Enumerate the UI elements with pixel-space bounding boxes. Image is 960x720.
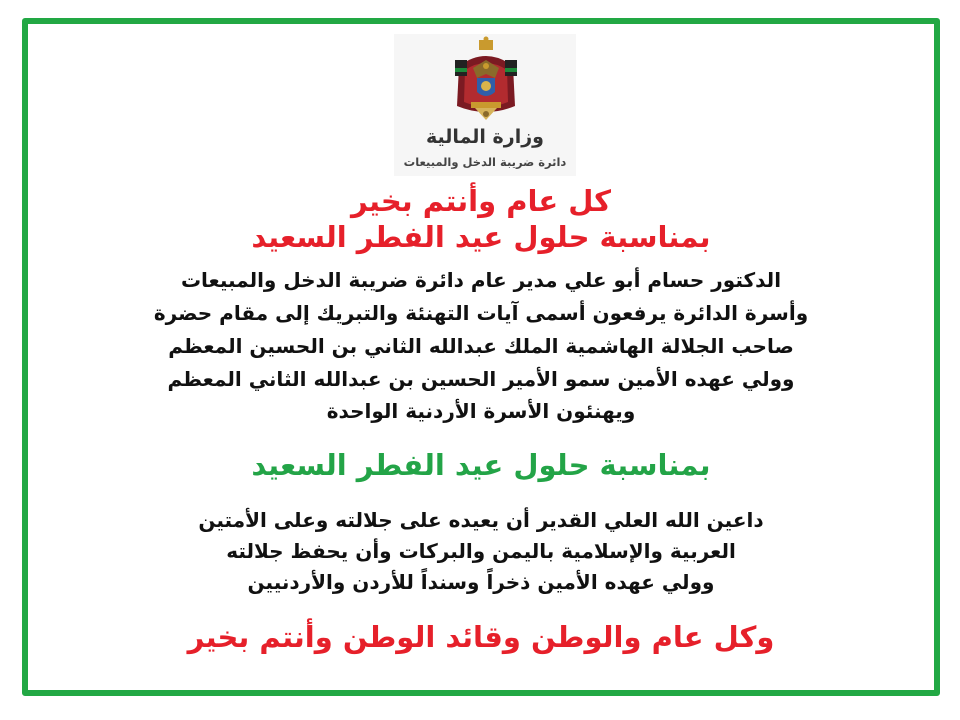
jordan-coat-of-arms-icon [451,36,521,124]
occasion-heading: بمناسبة حلول عيد الفطر السعيد [251,448,711,482]
closing-line: وكل عام والوطن وقائد الوطن وأنتم بخير [187,620,775,654]
paragraph1-line-5: ويهنئون الأسرة الأردنية الواحدة [326,399,636,423]
paragraph1-line-4: وولي عهده الأمين سمو الأمير الحسين بن عبدالله الثاني المعظم [167,367,795,391]
paragraph2-line-1: داعين الله العلي القدير أن يعيده على جلالته وعلى الأمتين [198,508,764,532]
department-name: دائرة ضريبة الدخل والمبيعات [403,155,567,169]
paragraph1-line-3: صاحب الجلالة الهاشمية الملك عبدالله الثاني بن الحسين المعظم [168,334,794,358]
ministry-name: وزارة المالية [426,126,544,148]
greeting-card-frame [22,18,940,696]
paragraph2-line-3: وولي عهده الأمين ذخراً وسنداً للأردن والأردنيين [247,570,715,594]
greeting-line-1: كل عام وأنتم بخير [350,184,612,218]
paragraph2-line-2: العربية والإسلامية باليمن والبركات وأن يحفظ جلالته [226,539,736,563]
paragraph1-line-2: وأسرة الدائرة يرفعون أسمى آيات التهنئة والتبريك إلى مقام حضرة [153,301,809,325]
paragraph1-line-1: الدكتور حسام أبو علي مدير عام دائرة ضريبة الدخل والمبيعات [180,268,782,292]
ministry-logo [394,34,576,176]
greeting-line-2: بمناسبة حلول عيد الفطر السعيد [251,220,711,254]
